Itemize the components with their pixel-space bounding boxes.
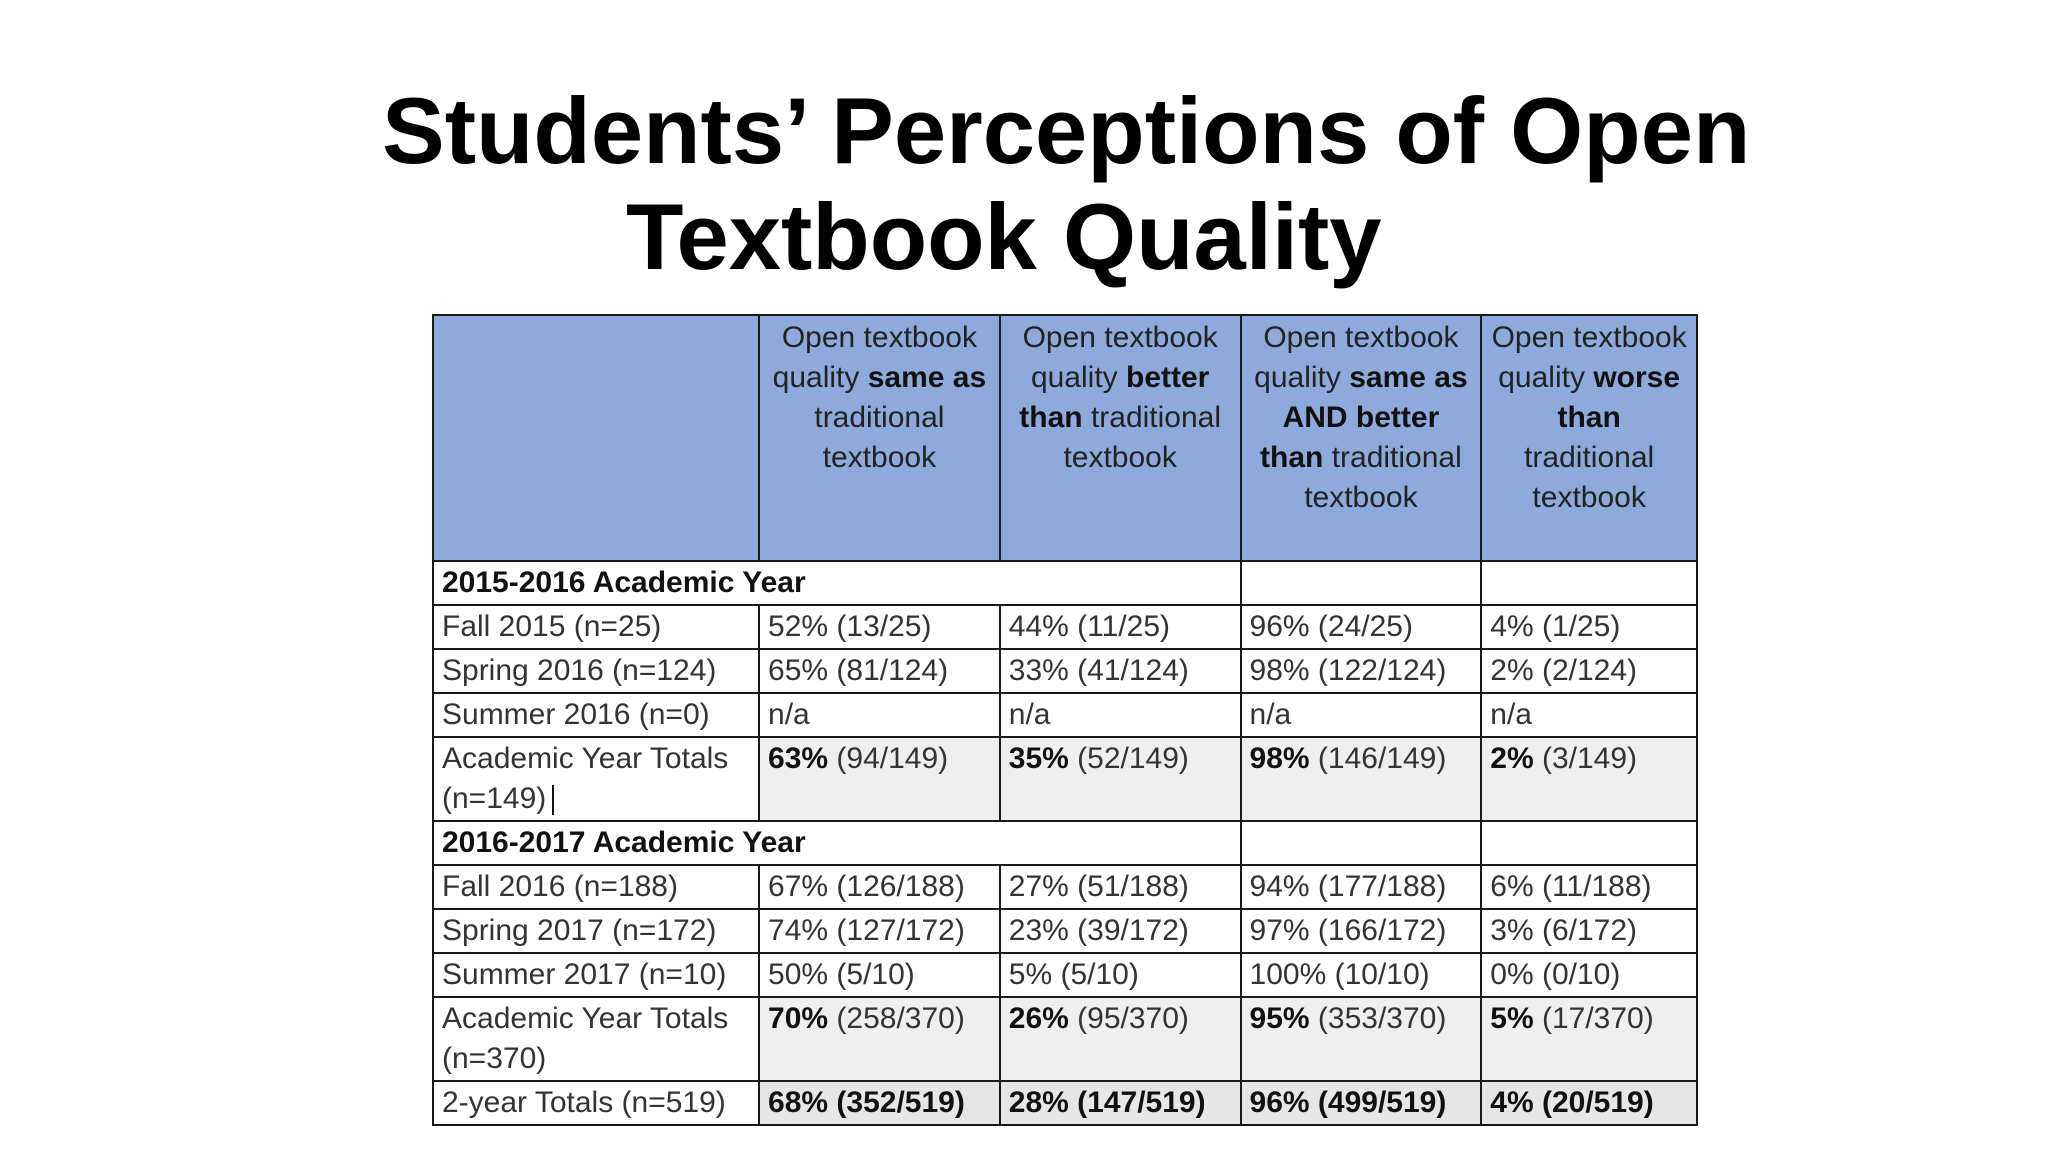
row-label: Fall 2015 (n=25)	[433, 605, 759, 649]
section-empty-cell	[1481, 561, 1697, 605]
row-label: Spring 2016 (n=124)	[433, 649, 759, 693]
table-cell: 95% (353/370)	[1241, 997, 1482, 1081]
table-cell: 67% (126/188)	[759, 865, 1000, 909]
table-cell: 2% (2/124)	[1481, 649, 1697, 693]
table-cell: 74% (127/172)	[759, 909, 1000, 953]
table-cell: 50% (5/10)	[759, 953, 1000, 997]
row-label: Spring 2017 (n=172)	[433, 909, 759, 953]
table-cell: 97% (166/172)	[1241, 909, 1482, 953]
section-label: 2016-2017 Academic Year	[433, 821, 1241, 865]
row-label: Fall 2016 (n=188)	[433, 865, 759, 909]
row-label: Academic Year Totals (n=149)	[433, 737, 759, 821]
grand-totals-row	[433, 1081, 1697, 1125]
header-same-as: Open textbook quality same as traditional textbook	[759, 315, 1000, 561]
row-label: Summer 2017 (n=10)	[433, 953, 759, 997]
table-cell: 23% (39/172)	[1000, 909, 1241, 953]
table-cell: 98% (122/124)	[1241, 649, 1482, 693]
table-cell: 65% (81/124)	[759, 649, 1000, 693]
table-cell: 63% (94/149)	[759, 737, 1000, 821]
table-cell: 33% (41/124)	[1000, 649, 1241, 693]
totals-row	[433, 997, 1697, 1081]
section-row-2015-2016	[433, 561, 1697, 605]
table-row	[433, 953, 1697, 997]
table-cell: 96% (24/25)	[1241, 605, 1482, 649]
table-cell: n/a	[1000, 693, 1241, 737]
table-row	[433, 865, 1697, 909]
text-cursor	[552, 785, 554, 815]
section-label: 2015-2016 Academic Year	[433, 561, 1241, 605]
section-row-2016-2017	[433, 821, 1697, 865]
section-empty-cell	[1241, 821, 1482, 865]
section-empty-cell	[1241, 561, 1482, 605]
perceptions-table	[432, 314, 1698, 1126]
table-cell: 0% (0/10)	[1481, 953, 1697, 997]
table-cell: 6% (11/188)	[1481, 865, 1697, 909]
table-cell: 5% (5/10)	[1000, 953, 1241, 997]
table-cell: 70% (258/370)	[759, 997, 1000, 1081]
header-better-than: Open textbook quality better than traditional textbook	[1000, 315, 1241, 561]
table-cell: 26% (95/370)	[1000, 997, 1241, 1081]
table-cell: 52% (13/25)	[759, 605, 1000, 649]
slide-title-line-2: Textbook Quality	[626, 184, 1382, 289]
table-row	[433, 605, 1697, 649]
table-cell: n/a	[1241, 693, 1482, 737]
header-row	[433, 315, 1697, 561]
row-label: 2-year Totals (n=519)	[433, 1081, 759, 1125]
table-cell: n/a	[759, 693, 1000, 737]
table-row	[433, 909, 1697, 953]
header-worse-than: Open textbook quality worse than traditional textbook	[1481, 315, 1697, 561]
table-cell: 2% (3/149)	[1481, 737, 1697, 821]
slide-title-line-1: Students’ Perceptions of Open	[382, 78, 1751, 183]
row-label: Summer 2016 (n=0)	[433, 693, 759, 737]
section-empty-cell	[1481, 821, 1697, 865]
table-cell: 68% (352/519)	[759, 1081, 1000, 1125]
table-cell: 100% (10/10)	[1241, 953, 1482, 997]
table-row	[433, 693, 1697, 737]
row-label: Academic Year Totals (n=370)	[433, 997, 759, 1081]
table-cell: 98% (146/149)	[1241, 737, 1482, 821]
table-cell: 35% (52/149)	[1000, 737, 1241, 821]
table-cell: 28% (147/519)	[1000, 1081, 1241, 1125]
totals-row	[433, 737, 1697, 821]
table-cell: 44% (11/25)	[1000, 605, 1241, 649]
header-same-and-better: Open textbook quality same as AND better than traditional textbook	[1241, 315, 1482, 561]
table-cell: 3% (6/172)	[1481, 909, 1697, 953]
table-cell: 96% (499/519)	[1241, 1081, 1482, 1125]
header-corner-cell	[433, 315, 759, 561]
table-cell: 4% (20/519)	[1481, 1081, 1697, 1125]
table-cell: 27% (51/188)	[1000, 865, 1241, 909]
table-cell: n/a	[1481, 693, 1697, 737]
table-row	[433, 649, 1697, 693]
table-cell: 4% (1/25)	[1481, 605, 1697, 649]
table-cell: 94% (177/188)	[1241, 865, 1482, 909]
table-cell: 5% (17/370)	[1481, 997, 1697, 1081]
